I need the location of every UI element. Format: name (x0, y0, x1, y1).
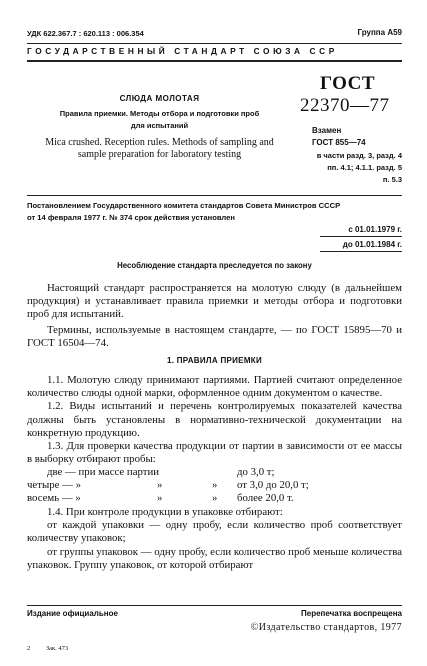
sample-row-count: две — при массе партии (47, 466, 160, 478)
page-number: 2 (27, 645, 31, 652)
decree-line-1: Постановлением Государственного комитета стандартов Совета Министров СССР (27, 201, 341, 210)
official-edition: Издание официальное (27, 609, 118, 618)
clause-1-3: 1.3. Для проверки качества продукции от партии в зависимости от ее массы в выборку отбирают пробы: (27, 440, 402, 466)
validity-rule-2 (320, 251, 402, 252)
sample-row-range: до 3,0 т; (237, 466, 275, 478)
clause-1-4-b: от группы упаковок — одну пробу, если количество проб меньше количества упаковок. Группу упаковок, от которой отбирают (27, 545, 402, 571)
validity-to: до 01.01.1984 г. (342, 240, 402, 249)
intro-p1-text: Настоящий стандарт распространяется на молотую слюду (в дальнейшем продукция) и устанавливает правила приемки и методы отбора и подготовки проб для испытаний. (27, 282, 402, 321)
clause-1-1: 1.1. Молотую слюду принимают партиями. Партией считают определенное количество слюды одной марки, оформленное одним документом о качестве. (27, 374, 402, 400)
sample-row-range: от 3,0 до 20,0 т; (237, 479, 309, 492)
intro-paragraph-2 (27, 324, 402, 350)
decree-rule (27, 195, 402, 196)
compliance-note: Несоблюдение стандарта преследуется по закону (117, 261, 312, 270)
footer-rule (27, 605, 402, 606)
replacement-label: Взамен (312, 126, 342, 135)
clause-1-4-a: от каждой упаковки — одну пробу, если количество проб соответствует количеству упаковок; (27, 519, 402, 545)
title-en (27, 137, 292, 161)
sample-row (27, 492, 347, 505)
replacement-parts-line-3: п. 5.3 (382, 175, 402, 184)
reprint-notice: Перепечатка воспрещена (301, 609, 402, 618)
subtitle-ru-line-2: для испытаний (130, 121, 189, 130)
sample-row (47, 466, 347, 479)
gost-number: 22370—77 (300, 95, 390, 116)
clause-1-2: 1.2. Виды испытаний и перечень контролируемых показателей качества должны быть установлены в нормативно-технической документации на конкретную продукцию. (27, 400, 402, 439)
sample-row-range: более 20,0 т. (237, 492, 294, 505)
sample-row-quote: » (157, 479, 163, 492)
order-number: Зак. 473 (45, 645, 69, 652)
sample-row (27, 479, 347, 492)
intro-p2-text: Термины, используемые в настоящем стандарте, — по ГОСТ 15895—70 и ГОСТ 16504—74. (27, 324, 402, 350)
section-1-paragraphs (27, 374, 402, 466)
clause-1-4: 1.4. При контроле продукции в упаковке отбирают: (47, 506, 283, 518)
decree-line-2: от 14 февраля 1977 г. № 374 срок действия установлен (27, 213, 235, 222)
sample-row-quote: » (212, 479, 218, 492)
title-en-line-2: sample preparation for laboratory testing (77, 149, 242, 160)
title-en-line-1: Mica crushed. Reception rules. Methods of sampling and (45, 137, 274, 148)
validity-rule-1 (320, 236, 402, 237)
sample-row-quote: » (157, 492, 163, 505)
validity-from: с 01.01.1979 г. (348, 225, 402, 234)
sample-row-count: восемь — » (27, 492, 81, 505)
sample-row-count: четыре — » (27, 479, 81, 492)
group-code: Группа А59 (357, 28, 402, 37)
intro-paragraph-1 (27, 282, 402, 322)
state-standard-heading: ГОСУДАРСТВЕННЫЙ СТАНДАРТ СОЮЗА ССР (27, 46, 338, 56)
print-info (27, 645, 82, 652)
sample-row-quote: » (212, 492, 218, 505)
subtitle-ru-line-1: Правила приемки. Методы отбора и подготовки проб (59, 109, 260, 118)
gost-label: ГОСТ (320, 73, 376, 94)
sample-count-list (27, 466, 347, 506)
decree-text (27, 200, 405, 224)
replacement-parts-line-2: пп. 4.1; 4.1.1. разд. 5 (327, 163, 402, 172)
publisher-copyright: ©Издательство стандартов, 1977 (250, 622, 402, 633)
title-ru: СЛЮДА МОЛОТАЯ (119, 94, 200, 103)
replacement-parts (287, 150, 402, 186)
subtitle-ru (27, 108, 292, 132)
replacement-gost: ГОСТ 855—74 (312, 138, 366, 147)
section-1-title: 1. ПРАВИЛА ПРИЕМКИ (166, 356, 263, 365)
replacement-parts-line-1: в части разд. 3, разд. 4 (316, 151, 402, 160)
header-rule-bottom (27, 60, 402, 62)
udk-code: УДК 622.367.7 : 620.113 : 006.354 (27, 29, 144, 38)
header-rule-top (27, 43, 402, 44)
clause-1-4-block (27, 506, 402, 572)
